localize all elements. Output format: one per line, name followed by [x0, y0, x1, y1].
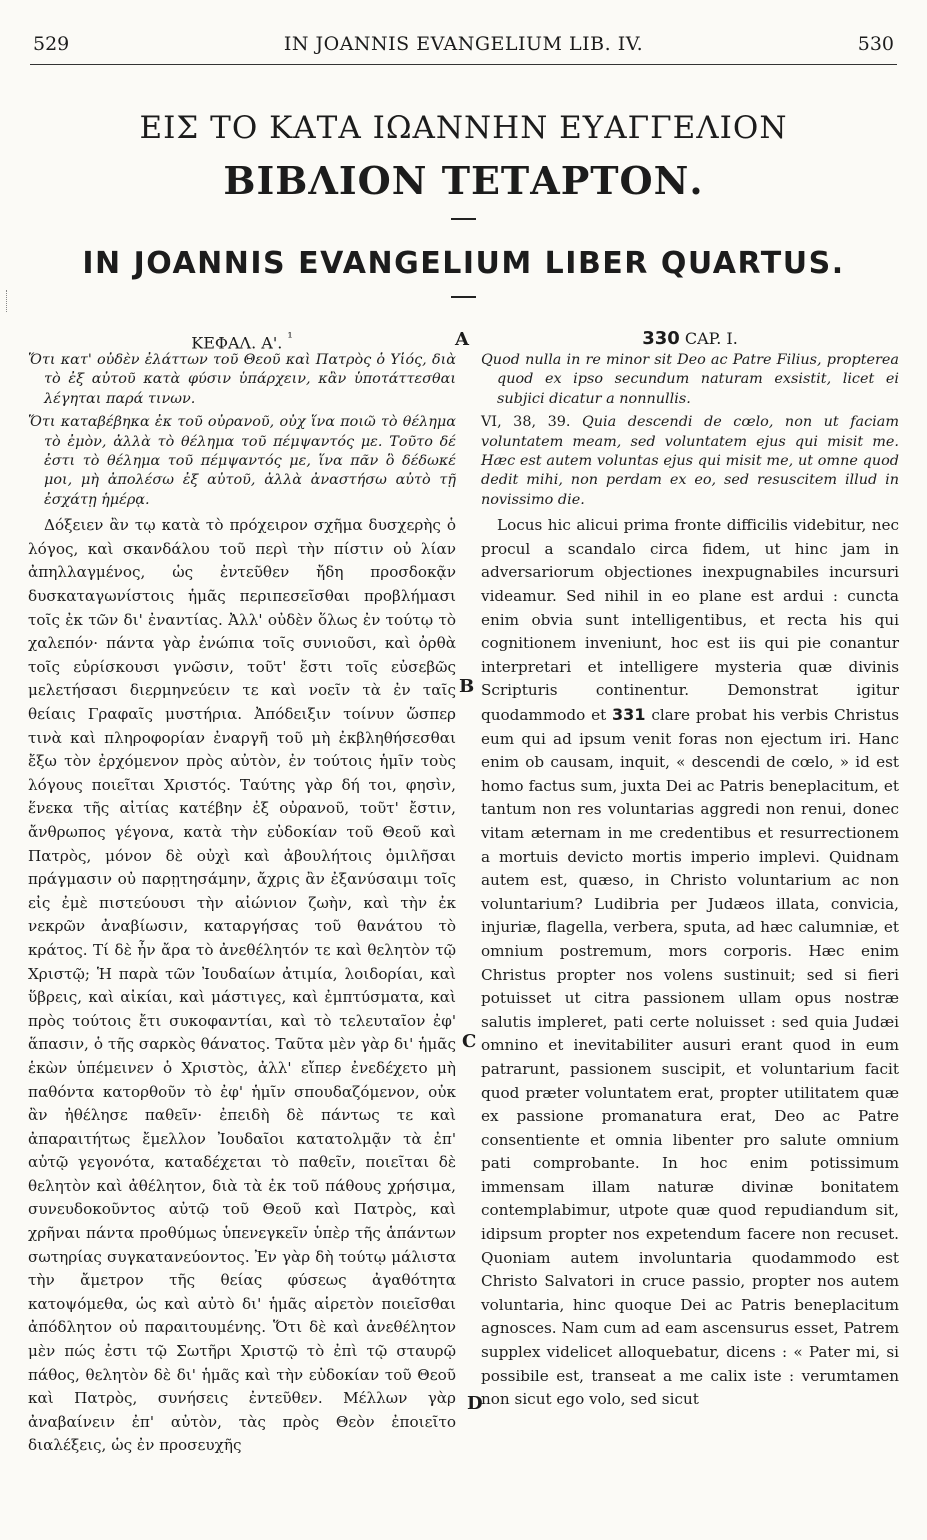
latin-summary-text: Quod nulla in re minor sit Deo ac Patre Filius, propterea quod ex ipso secundum naturam exsistit, licet ei subjici dicatur a nonnullis. — [481, 352, 899, 407]
latin-quote-block — [481, 413, 899, 510]
greek-subtitle: ΒΙΒΛΙΟΝ ΤΕΤΑΡΤΟΝ. — [223, 158, 704, 203]
greek-body — [28, 514, 456, 1458]
latin-title: IN JOANNIS EVANGELIUM LIBER QUARTUS. — [82, 246, 845, 281]
latin-quote-text: Quia descendi de cœlo, non ut faciam voluntatem meam, sed voluntatem ejus qui misit me. Hæc est autem voluntas ejus qui misit me, ut omne quod dedit mihi, non perdam ex eo, sed resuscitem illud in novissimo die. — [481, 414, 899, 508]
latin-column — [481, 327, 899, 1412]
latin-quote — [481, 413, 899, 510]
margin-marker-b: B — [459, 676, 475, 697]
latin-body — [481, 514, 899, 1412]
page-number-right: 530 — [857, 33, 894, 55]
greek-summary-text: Ὅτι κατ' οὐδὲν ἐλάττων τοῦ Θεοῦ καὶ Πατρὸς ὁ Υἱός, διὰ τὸ ἐξ αὐτοῦ κατὰ φύσιν ὑπάρχειν, κἂν ὑποτάττεσθαι λέγηται παρά τινων. — [28, 352, 456, 407]
header-rule — [30, 64, 897, 65]
page-number-left: 529 — [33, 33, 70, 55]
margin-marker-a: A — [455, 329, 469, 350]
column-number: 330 — [642, 328, 680, 349]
greek-title: ΕΙΣ ΤΟ ΚΑΤΑ ΙΩΑΝΝΗΝ ΕΥΑΓΓΕΛΙΟΝ — [139, 110, 788, 146]
latin-chapter-heading: 330 CAP. I. — [642, 328, 738, 349]
greek-column — [28, 327, 456, 1458]
greek-chapter-heading: ΚΕΦΑΛ. Α'. $^{^1}$ — [191, 331, 293, 353]
greek-body-paragraph: Δόξειεν ἂν τῳ κατὰ τὸ πρόχειρον σχῆμα δυσχερὴς ὁ λόγος, καὶ σκανδάλου τοῦ περὶ τὴν πίστιν οὐ λίαν ἀπηλλαγμένος, ὡς ἐντεῦθεν ἤδη προσδοκᾷν δυσκαταγωνίστοις ἡμᾶς περιπεσεῖσθαι προβλήμασι τοῖς ἐκ τῶν δι' ἐναντίας. Ἀλλ' οὐδὲν ὅλως ἐν τούτῳ τὸ χαλεπόν· πάντα γὰρ ἐνώπια τοῖς συνιοῦσι, καὶ ὀρθὰ τοῖς εὑρίσκουσι γνῶσιν, τοῦτ' ἔστι τοῖς εὐσεβῶς μελετήσασι διερμηνεύειν τε καὶ νοεῖν τὰ ἐν ταῖς θείαις Γραφαῖς μυστήρια. Ἀπόδειξιν τοίνυν ὥσπερ τινὰ καὶ πληροφορίαν ἐναργῆ τοῦ μὴ ἐκβληθήσεσθαι ἔξω τὸν ἐρχόμενον πρὸς αὐτὸν, ἐν τούτοις ἡμῖν τοὺς λόγους ποιεῖται Χριστός. Ταύτης γὰρ δή τοι, φησὶν, ἕνεκα τῆς αἰτίας κατέβην ἐξ οὐρανοῦ, τοῦτ' ἔστιν, ἄνθρωπος γέγονα, κατὰ τὴν εὐδοκίαν τοῦ Θεοῦ καὶ Πατρὸς, μόνον δὲ οὐχὶ καὶ ἀβουλήτοις ὁμιλῆσαι πράγμασιν οὐ παρῃτησάμην, ἄχρις ἂν ἐξανύσαιμι τοῖς εἰς ἐμὲ πιστεύουσι τὴν αἰώνιον ζωὴν, καὶ τὴν ἐκ νεκρῶν ἀναβίωσιν, καταργήσας τοῦ θανάτου τὸ κράτος. Τί δὲ ἦν ἄρα τὸ ἀνεθέλητόν τε καὶ θελητὸν τῷ Χριστῷ; Ἡ παρὰ τῶν Ἰουδαίων ἀτιμία, λοιδορίαι, καὶ ὕβρεις, καὶ αἰκίαι, καὶ μάστιγες, καὶ ἐμπτύσματα, καὶ πρὸς τούτοις ἔτι συκοφαντίαι, καὶ τὸ τελευταῖον ἐφ' ἅπασιν, ὁ τῆς σαρκὸς θάνατος. Ταῦτα μὲν γὰρ δι' ἡμᾶς ἑκὼν ὑπέμεινεν ὁ Χριστὸς, ἀλλ' εἴπερ ἐνεδέχετο μὴ παθόντα κατορθοῦν τὸ ἐφ' ἡμῖν σπουδαζόμενον, οὐκ ἂν ἠθέλησε παθεῖν· ἐπειδὴ δὲ πάντως τε καὶ ἀπαραιτήτως ἔμελλον Ἰουδαῖοι κατατολμᾷν τὰ ἐπ' αὐτῷ γεγονότα, καταδέχεται τὸ παθεῖν, ποιεῖται δὲ θελητὸν καὶ ἀθέλητον, διὰ τὰ ἐκ τοῦ πάθους χρήσιμα, συνευδοκοῦντος αὐτῷ τοῦ Θεοῦ καὶ Πατρὸς, καὶ χρῆναι πάντα προθύμως ὑπενεγκεῖν ὑπὲρ τῆς ἁπάντων σωτηρίας συγκατανεύοντος. Ἐν γὰρ δὴ τούτῳ μάλιστα τὴν ἄμετρον τῆς θείας φύσεως ἀγαθότητα κατοψόμεθα, ὡς καὶ αὐτὸ δι' ἡμᾶς αἱρετὸν ποιεῖσθαι ἀπόδλητον οὐ παραιτουμένης. Ὅτι δὲ καὶ ἀνεθέλητον μὲν πώς ἐστι τῷ Σωτῆρι Χριστῷ τὸ ἐπὶ τῷ σταυρῷ πάθος, θελητὸν δὲ δι' ἡμᾶς καὶ τὴν εὐδοκίαν τοῦ Θεοῦ καὶ Πατρὸς, συνήσεις ἐντεῦθεν. Μέλλων γὰρ ἀναβαίνειν ἐπ' αὐτὸν, τὰς πρὸς Θεὸν ἐποιεῖτο διαλέξεις, ὡς ἐν προσευχῆς — [28, 516, 456, 1455]
running-head — [0, 33, 927, 55]
inline-column-number: 331 — [612, 705, 646, 724]
latin-summary — [481, 351, 899, 409]
margin-marker-c: C — [462, 1031, 477, 1052]
chapter-note-mark: ¹ — [287, 331, 293, 346]
latin-body-paragraph: Locus hic alicui prima fronte difficilis videbitur, nec procul a scandalo circa fidem, ut hinc jam in adversariorum objectiones inexpugnabiles incursuri videamur. Sed nihil in eo plane est ardui : cuncta enim obvia sunt intelligentibus, et recta his qui cognitionem inveniunt, hoc est iis qui pie conantur interpretari et intelligere mysteria quæ divinis Scripturis continentur. Demonstrat igitur quodammodo et 331 clare probat his verbis Christus eum qui ad ipsum venit foras non ejectum iri. Hanc enim ob causam, inquit, « descendi de cœlo, » id est homo factus sum, juxta Dei ac Patris beneplacitum, et tantum non res voluntarias aggredi non renui, donec vitam æternam in me credentibus et resurrectionem a mortuis devicto mortis imperio implevi. Quidnam autem est, quæso, in Christo voluntarium ac non voluntarium? Ludibria per Judæos illata, convicia, injuriæ, flagella, verbera, sputa, ad hæc calumniæ, et omnium postremum, mors corporis. Hæc enim Christus propter nos volens sustinuit; sed si fieri potuisset ut citra passionem ullam opus nostræ salutis impleret, pati certe noluisset : sed quia Judæi omnino et inevitabiliter ausuri erant quod in eum patrarunt, passionem suscipit, et voluntarium facit quod præter voluntatem erat, propter utilitatem quæ ex passione promanatura erat, Deo ac Patre consentiente et omnia libenter pro salute omnium pati comprobante. In hoc enim potissimum immensam illam naturæ divinæ bonitatem contemplabimur, utpote quæ quod repudiandum sit, idipsum propter nos expetendum facere non recuset. Quoniam autem involuntaria quodammodo est Christo Salvatori in cruce passio, propter nos autem voluntaria, hinc quoque Dei ac Patris beneplacitum agnosces. Nam cum ad eam ascensurus esset, Patrem supplex videlicet alloquebatur, dicens : « Pater mi, si possibile est, transeat a me calix iste : verumtamen non sicut ego volo, sed sicut — [481, 516, 900, 1409]
margin-marker-d: D — [467, 1393, 483, 1414]
scripture-reference: VI, 38, 39. — [481, 414, 571, 431]
title-dash — [451, 218, 476, 220]
running-title: IN JOANNIS EVANGELIUM LIB. IV. — [283, 33, 644, 55]
margin-tick — [6, 290, 7, 312]
greek-quote-text: Ὅτι καταβέβηκα ἐκ τοῦ οὐρανοῦ, οὐχ ἵνα ποιῶ τὸ θέλημα τὸ ἐμὸν, ἀλλὰ τὸ θέλημα τοῦ πέμψαντός με. Τοῦτο δέ ἐστι τὸ θέλημα τοῦ πέμψαντός με, ἵνα πᾶν ὃ δέδωκέ μοι, μὴ ἀπολέσω ἐξ αὐτοῦ, ἀλλὰ ἀναστήσω αὐτὸ τῇ ἐσχάτῃ ἡμέρᾳ. — [28, 414, 456, 508]
title-dash-2 — [451, 296, 476, 298]
greek-quote — [28, 413, 456, 510]
greek-summary — [28, 351, 456, 409]
